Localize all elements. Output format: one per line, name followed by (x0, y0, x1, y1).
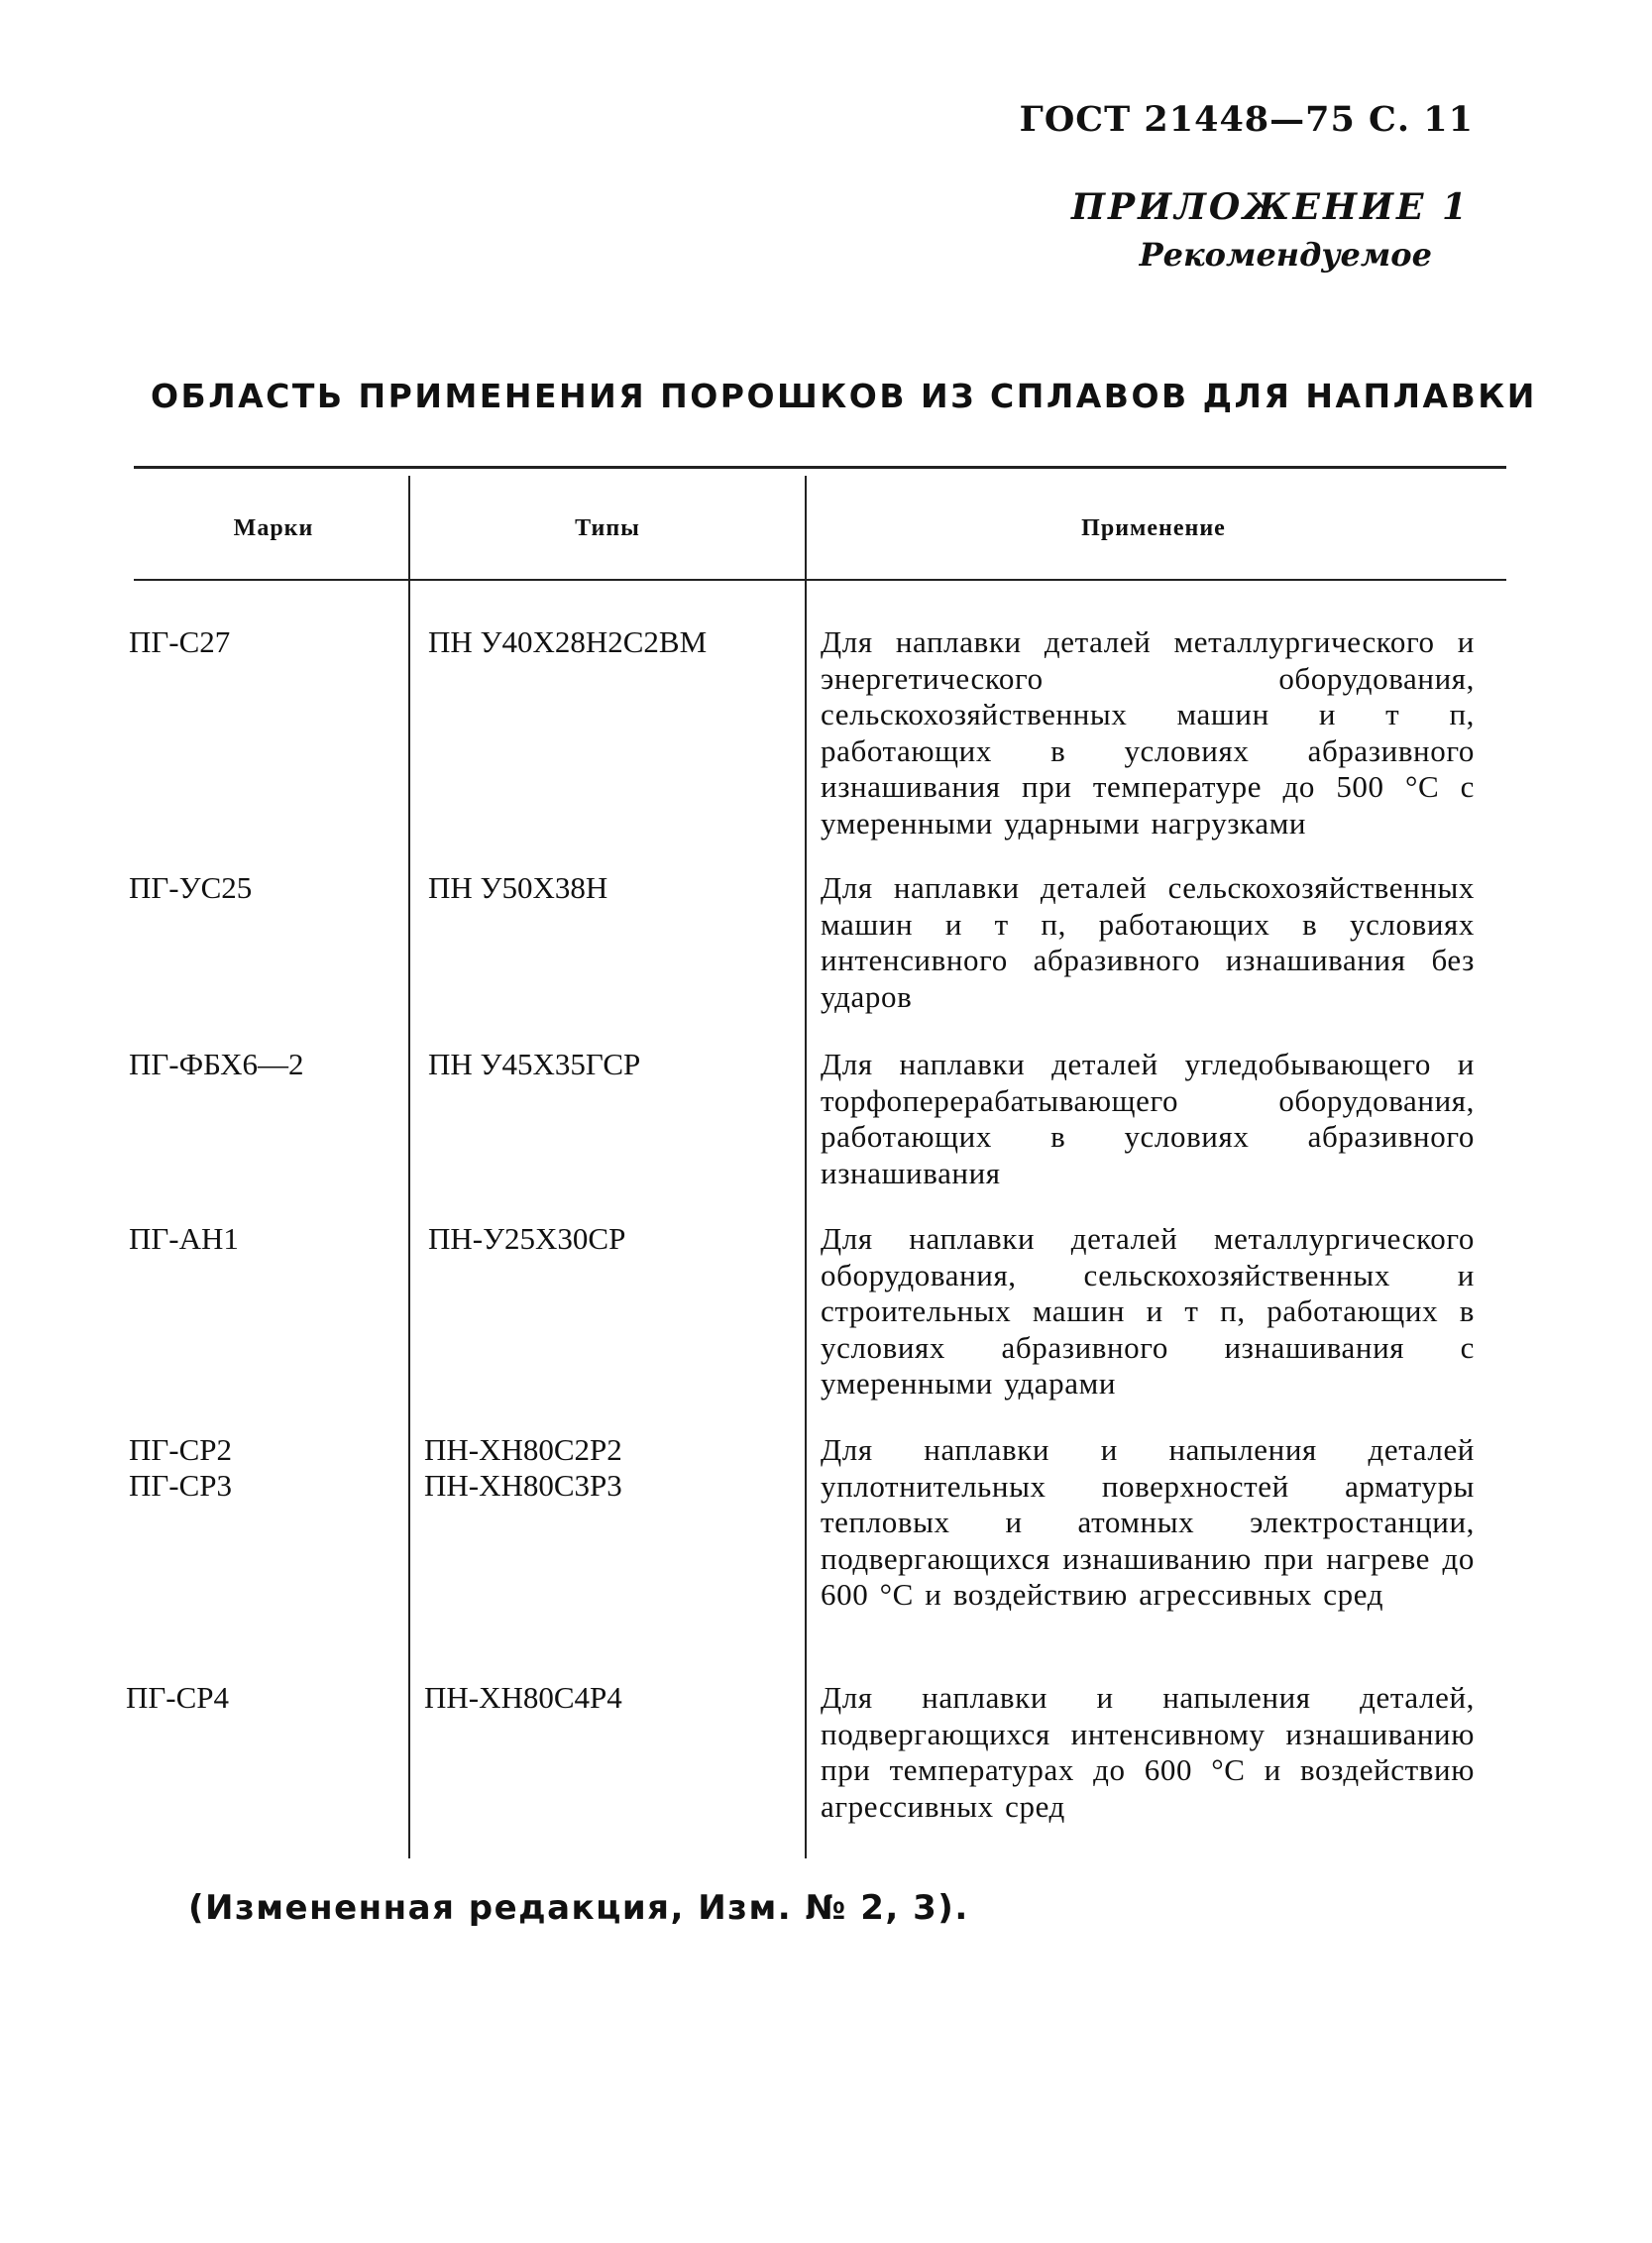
table-top-rule (134, 466, 1506, 469)
column-header-grades: Марки (233, 515, 314, 541)
standard-reference: ГОСТ 21448—75 С. 11 (1019, 99, 1474, 140)
table-row-2-type (428, 870, 607, 906)
column-header-application: Применение (1081, 515, 1226, 541)
grade-value: ПГ-СР4 (126, 1680, 230, 1715)
appendix-status: Рекомендуемое (1139, 236, 1432, 274)
table-row-3-type (428, 1047, 640, 1082)
column-divider-2 (805, 476, 807, 1858)
type-value: ПН У50Х38Н (428, 870, 608, 905)
type-value: ПН-ХН80С4Р4 (424, 1680, 622, 1715)
grade-value: ПГ-АН1 (129, 1221, 239, 1256)
column-header-types: Типы (575, 515, 640, 541)
type-value: ПН-ХН80С3Р3 (424, 1468, 622, 1503)
table-row-1-application: Для наплавки деталей металлургического и энергетического оборудования, сельскохозяйственных машин и т п, работающих в условиях абразивного изнашивания при температуре до 500 °С с умеренными ударными нагрузками (821, 624, 1475, 841)
table-row-2-grade (129, 870, 252, 906)
table-row-5-application: Для наплавки и напыления деталей уплотнительных поверхностей арматуры тепловых и атомных электростанции, подвергающихся изнашиванию при нагреве до 600 °С и воздействию агрессивных сред (821, 1432, 1475, 1612)
table-row-5-grade (129, 1432, 232, 1504)
table-row-2-application: Для наплавки деталей сельскохозяйственных машин и т п, работающих в условиях интенсивного абразивного изнашивания без ударов (821, 870, 1475, 1014)
type-value: ПН-У25Х30СР (428, 1221, 626, 1256)
type-value: ПН У40Х28Н2С2ВМ (428, 624, 708, 659)
table-row-6-grade (126, 1680, 229, 1716)
appendix-label: ПРИЛОЖЕНИЕ 1 (1070, 186, 1470, 228)
grade-value: ПГ-СР3 (129, 1468, 233, 1503)
table-row-3-grade (129, 1047, 304, 1082)
type-value: ПН У45Х35ГСР (428, 1047, 641, 1081)
column-divider-1 (408, 476, 410, 1858)
document-title: ОБЛАСТЬ ПРИМЕНЕНИЯ ПОРОШКОВ ИЗ СПЛАВОВ ДЛЯ НАПЛАВКИ (151, 377, 1537, 415)
table-row-6-application: Для наплавки и напыления деталей, подвергающихся интенсивному изнашиванию при температурах до 600 °С и воздействию агрессивных сред (821, 1680, 1475, 1824)
grade-value: ПГ-ФБХ6—2 (129, 1047, 304, 1081)
table-row-5-type (424, 1432, 622, 1504)
table-row-4-grade (129, 1221, 239, 1257)
table-row-1-grade (129, 624, 230, 660)
table-header-rule (134, 579, 1506, 581)
table-row-3-application: Для наплавки деталей угледобывающего и торфоперерабатывающего оборудования, работающих в условиях абразивного изнашивания (821, 1047, 1475, 1190)
grade-value: ПГ-УС25 (129, 870, 253, 905)
table-row-4-type (428, 1221, 625, 1257)
table-row-6-type (424, 1680, 622, 1716)
grade-value: ПГ-СР2 (129, 1432, 233, 1467)
table-row-4-application: Для наплавки деталей металлургического оборудования, сельскохозяйственных и строительных машин и т п, работающих в условиях абразивного изнашивания с умеренными ударами (821, 1221, 1475, 1401)
table-row-1-type (428, 624, 707, 660)
amendment-note: (Измененная редакция, Изм. № 2, 3). (188, 1888, 969, 1928)
grade-value: ПГ-С27 (129, 624, 231, 659)
type-value: ПН-ХН80С2Р2 (424, 1432, 622, 1467)
